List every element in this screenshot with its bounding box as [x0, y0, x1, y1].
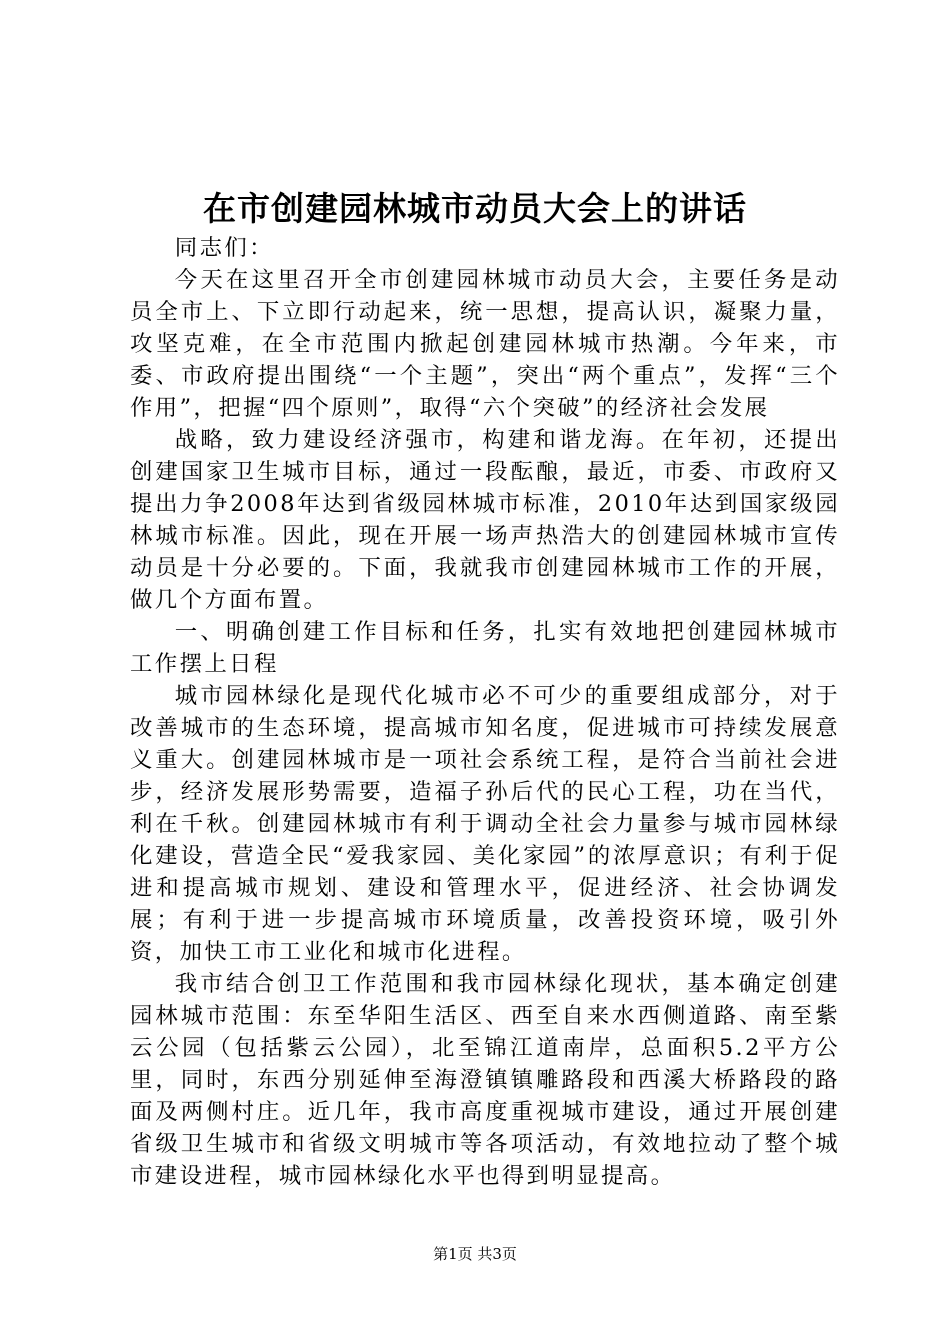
paragraph-significance: 城市园林绿化是现代化城市必不可少的重要组成部分，对于改善城市的生态环境，提高城市知名度，促进城市可持续发展意义重大。创建园林城市是一项社会系统工程，是符合当前社会进步，经济发展形势需要，造福子孙后代的民心工程，功在当代，利在千秋。创建园林城市有利于调动全社会力量参与城市园林绿化建设，营造全民“爱我家园、美化家园”的浓厚意识；有利于促进和提高城市规划、建设和管理水平，促进经济、社会协调发展；有利于进一步提高城市环境质量，改善投资环境，吸引外资，加快工市工业化和城市化进程。: [130, 683, 840, 965]
document-title: 在市创建园林城市动员大会上的讲话: [203, 189, 747, 228]
paragraph-opening: 今天在这里召开全市创建园林城市动员大会，主要任务是动员全市上、下立即行动起来，统一思想，提高认识，凝聚力量，攻坚克难，在全市范围内掀起创建园林城市热潮。今年来，市委、市政府提出围绕“一个主题”，突出“两个重点”，发挥“三个作用”，把握“四个原则”，取得“六个突破”的经济社会发展: [130, 267, 840, 421]
section-heading-1: 一、明确创建工作目标和任务，扎实有效地把创建园林城市工作摆上日程: [130, 619, 840, 677]
document-body: [130, 232, 840, 1192]
paragraph-strategy: 战略，致力建设经济强市，构建和谐龙海。在年初，还提出创建国家卫生城市目标，通过一段酝酿，最近，市委、市政府又提出力争2008年达到省级园林城市标准，2010年达到国家级园林城市标准。因此，现在开展一场声热浩大的创建园林城市宣传动员是十分必要的。下面，我就我市创建园林城市工作的开展，做几个方面布置。: [130, 427, 840, 613]
page-number-footer: 第1页 共3页: [433, 1245, 517, 1263]
salutation: 同志们：: [174, 235, 274, 261]
paragraph-scope: 我市结合创卫工作范围和我市园林绿化现状，基本确定创建园林城市范围：东至华阳生活区、西至自来水西侧道路、南至紫云公园（包括紫云公园），北至锦江道南岸，总面积5.2平方公里，同时，东西分别延伸至海澄镇镇雕路段和西溪大桥路段的路面及两侧村庄。近几年，我市高度重视城市建设，通过开展创建省级卫生城市和省级文明城市等各项活动，有效地拉动了整个城市建设进程，城市园林绿化水平也得到明显提高。: [130, 971, 840, 1189]
